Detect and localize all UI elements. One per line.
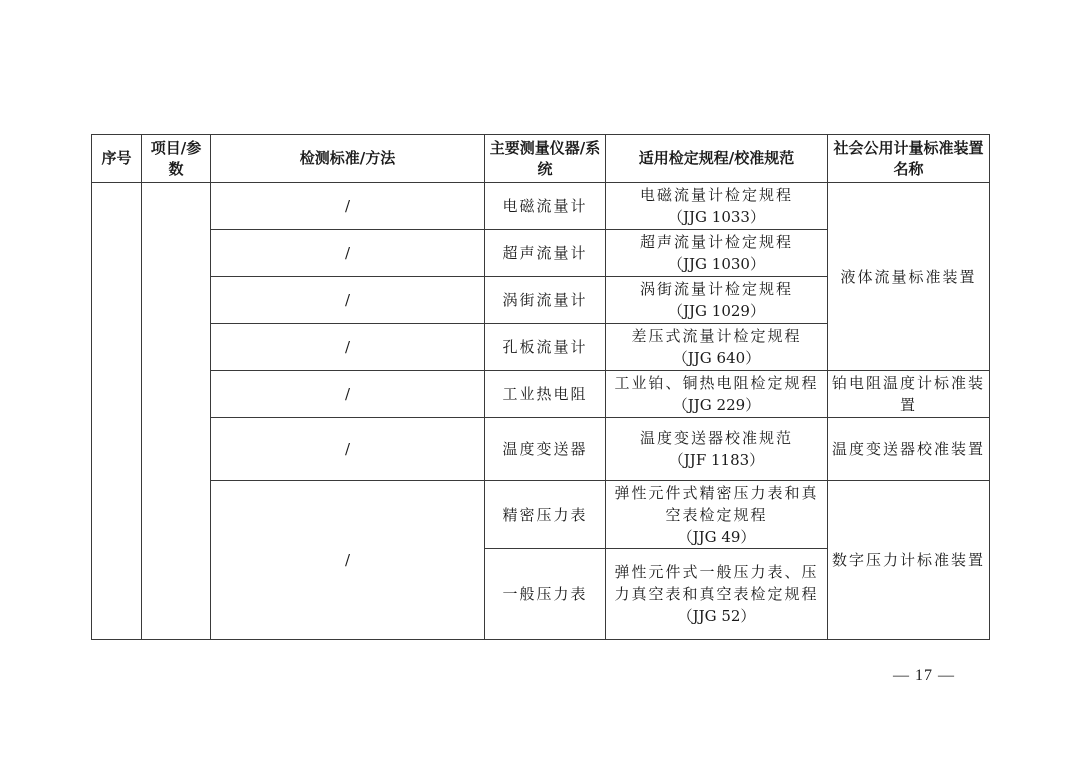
regulation-cell (606, 549, 828, 640)
standard-cell-resistance: 铂电阻温度计标准装置 (828, 371, 990, 418)
method-cell: / (211, 418, 485, 481)
regulation-name: 电磁流量计检定规程 (639, 186, 793, 204)
page-number: — 17 — (893, 667, 955, 684)
header-regulation: 适用检定规程/校准规范 (606, 135, 828, 183)
regulation-code: （JJF 1183） (668, 451, 765, 469)
regulation-cell (606, 418, 828, 481)
regulation-code: （JJG 640） (672, 349, 761, 367)
instrument-cell: 精密压力表 (485, 481, 606, 549)
regulation-cell (606, 230, 828, 277)
regulation-code: （JJG 1029） (668, 302, 765, 320)
standard-cell-pressure: 数字压力计标准装置 (828, 481, 990, 640)
table-row (92, 183, 990, 230)
table-row (92, 418, 990, 481)
method-cell: / (211, 277, 485, 324)
standard-cell-transmitter: 温度变送器校准装置 (828, 418, 990, 481)
instrument-cell: 孔板流量计 (485, 324, 606, 371)
header-instrument: 主要测量仪器/系统 (485, 135, 606, 183)
method-cell: / (211, 481, 485, 640)
regulation-code: （JJG 229） (672, 396, 761, 414)
instrument-cell: 一般压力表 (485, 549, 606, 640)
regulation-code: （JJG 49） (677, 527, 756, 546)
regulation-cell (606, 324, 828, 371)
regulation-code: （JJG 1030） (668, 255, 765, 273)
regulation-cell (606, 371, 828, 418)
regulation-code: （JJG 52） (677, 607, 756, 625)
instrument-cell: 温度变送器 (485, 418, 606, 481)
table-row (92, 481, 990, 549)
regulation-name: 差压式流量计检定规程 (631, 327, 802, 345)
regulation-cell (606, 183, 828, 230)
regulation-name: 弹性元件式精密压力表和真空表检定规程 (614, 483, 819, 524)
method-cell: / (211, 230, 485, 277)
instrument-cell: 超声流量计 (485, 230, 606, 277)
standard-cell-flow: 液体流量标准装置 (828, 183, 990, 371)
table-header-row (92, 135, 990, 183)
standards-table (91, 134, 990, 640)
header-seq: 序号 (92, 135, 142, 183)
instrument-cell: 工业热电阻 (485, 371, 606, 418)
regulation-name: 涡街流量计检定规程 (639, 280, 793, 298)
header-item: 项目/参数 (142, 135, 211, 183)
header-standard: 社会公用计量标准装置名称 (828, 135, 990, 183)
regulation-code: （JJG 1033） (668, 208, 765, 226)
header-method: 检测标准/方法 (211, 135, 485, 183)
instrument-cell: 电磁流量计 (485, 183, 606, 230)
instrument-cell: 涡街流量计 (485, 277, 606, 324)
regulation-name: 弹性元件式一般压力表、压力真空表和真空表检定规程 (614, 563, 819, 603)
regulation-name: 温度变送器校准规范 (639, 429, 793, 447)
regulation-name: 工业铂、铜热电阻检定规程 (614, 374, 819, 392)
regulation-name: 超声流量计检定规程 (639, 233, 793, 251)
item-cell (142, 183, 211, 640)
method-cell: / (211, 183, 485, 230)
seq-cell (92, 183, 142, 640)
method-cell: / (211, 324, 485, 371)
method-cell: / (211, 371, 485, 418)
table-row (92, 371, 990, 418)
regulation-cell (606, 277, 828, 324)
regulation-cell (606, 481, 828, 549)
